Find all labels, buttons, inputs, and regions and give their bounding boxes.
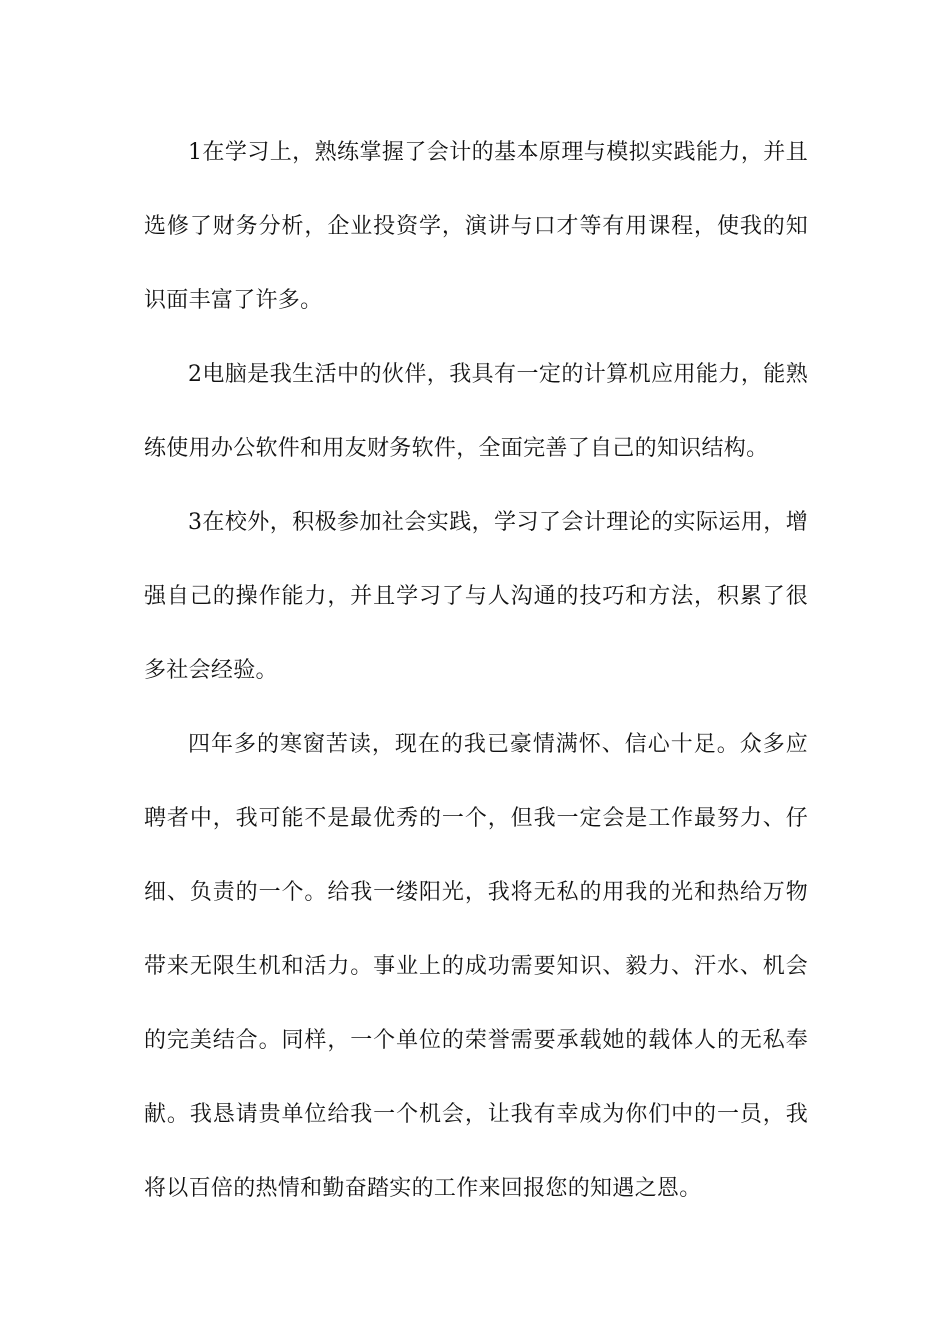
paragraph-practice: 3在校外，积极参加社会实践，学习了会计理论的实际运用，增强自己的操作能力，并且学习了与人沟通的技巧和方法，积累了很多社会经验。 <box>144 510 808 683</box>
paragraph-computer: 2电脑是我生活中的伙伴，我具有一定的计算机应用能力，能熟练使用办公软件和用友财务软件，全面完善了自己的知识结构。 <box>144 362 808 461</box>
paragraph-study: 1在学习上，熟练掌握了会计的基本原理与模拟实践能力，并且选修了财务分析，企业投资学，演讲与口才等有用课程，使我的知识面丰富了许多。 <box>144 140 808 313</box>
document-body <box>144 116 808 1226</box>
paragraph-closing: 四年多的寒窗苦读，现在的我已豪情满怀、信心十足。众多应聘者中，我可能不是最优秀的一个，但我一定会是工作最努力、仔细、负责的一个。给我一缕阳光，我将无私的用我的光和热给万物带来无限生机和活力。事业上的成功需要知识、毅力、汗水、机会的完美结合。同样，一个单位的荣誉需要承载她的载体人的无私奉献。我恳请贵单位给我一个机会，让我有幸成为你们中的一员，我将以百倍的热情和勤奋踏实的工作来回报您的知遇之恩。 <box>144 732 808 1201</box>
